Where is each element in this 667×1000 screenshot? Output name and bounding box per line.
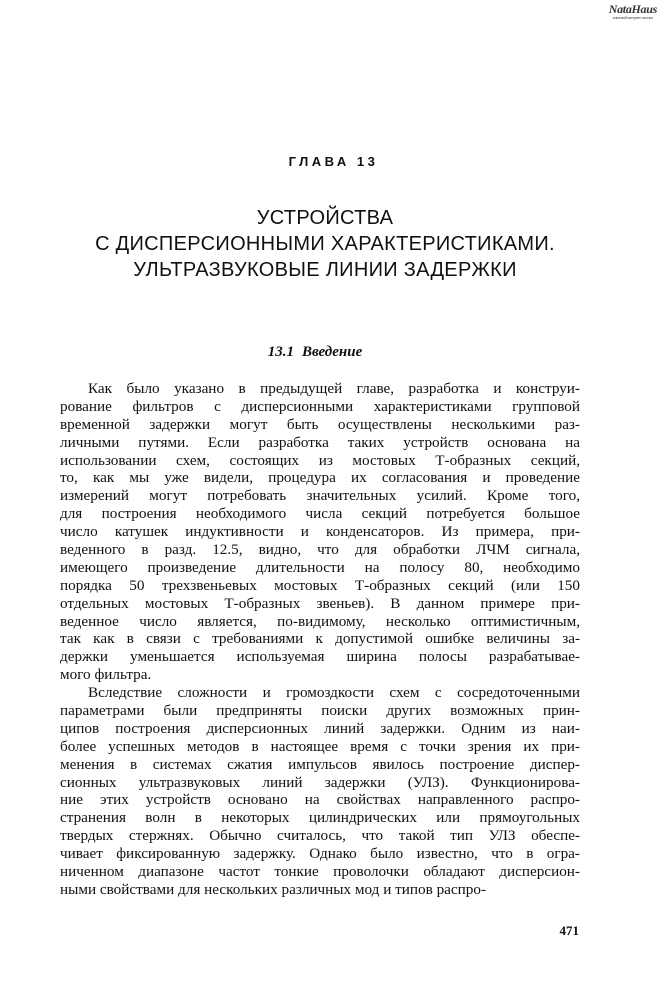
paragraph bbox=[60, 684, 580, 899]
text-line: странения волн в некоторых цилиндрических или прямоугольных bbox=[60, 809, 580, 827]
text-line: веденное число является, по-видимому, несколько оптимистичным, bbox=[60, 612, 580, 630]
text-line: веденного в разд. 12.5, видно, что для обработки ЛЧМ сигнала, bbox=[60, 541, 580, 559]
text-line: чивает фиксированную задержку. Однако было известно, что в огра- bbox=[60, 845, 580, 863]
section-number: 13.1 bbox=[267, 344, 294, 360]
text-line: ными свойствами для нескольких различных мод и типов распро- bbox=[60, 880, 487, 898]
text-line: временной задержки могут быть осуществлены несколькими раз- bbox=[60, 415, 580, 433]
publisher-watermark bbox=[609, 2, 657, 20]
text-line: Вследствие сложности и громоздкости схем с сосредоточенными bbox=[88, 684, 580, 702]
watermark-logo: NataHaus bbox=[608, 2, 657, 16]
chapter-title-line: УЛЬТРАЗВУКОВЫЕ ЛИНИИ ЗАДЕРЖКИ bbox=[133, 259, 517, 281]
text-line: ние этих устройств основано на свойствах направленного распро- bbox=[60, 791, 580, 809]
text-line: имеющего произведение длительности на полосу 80, необходимо bbox=[60, 558, 580, 576]
section-heading bbox=[0, 344, 630, 361]
section-title: Введение bbox=[302, 344, 363, 360]
watermark-subtitle: книжный интернет-магазин bbox=[612, 15, 653, 20]
paragraph bbox=[60, 380, 580, 684]
chapter-title-line: С ДИСПЕРСИОННЫМИ ХАРАКТЕРИСТИКАМИ. bbox=[95, 233, 555, 255]
text-line: параметрами были предприняты поиски других возможных прин- bbox=[60, 702, 580, 720]
text-line: ципов построения дисперсионных линий задержки. Одним из наи- bbox=[60, 719, 580, 737]
text-line: менения в системах сжатия импульсов явилось построение диспер- bbox=[60, 755, 580, 773]
text-line: число катушек индуктивности и конденсаторов. Из примера, при- bbox=[60, 523, 580, 541]
text-line: для построения необходимого числа секций потребуется большое bbox=[60, 505, 580, 523]
text-line: сионных ультразвуковых линий задержки (УЛЗ). Функционирова- bbox=[60, 773, 580, 791]
chapter-title-line: УСТРОЙСТВА bbox=[256, 207, 394, 229]
text-line: порядка 50 трехзвеньевых мостовых Т-образных секций (или 150 bbox=[60, 576, 580, 594]
text-line: рование фильтров с дисперсионными характеристиками групповой bbox=[60, 397, 580, 415]
text-line: держки уменьшается используемая ширина полосы разрабатывае- bbox=[60, 648, 580, 666]
text-line: твердых стержнях. Обычно считалось, что такой тип УЛЗ обеспе- bbox=[60, 827, 580, 845]
chapter-heading: ГЛАВА 13 bbox=[288, 154, 379, 169]
text-line: личными путями. Если разработка таких устройств основана на bbox=[60, 433, 580, 451]
text-line: мого фильтра. bbox=[60, 666, 152, 684]
text-line: так как в связи с требованиями к допустимой ошибке величины за- bbox=[60, 630, 580, 648]
text-line: отдельных мостовых Т-образных звеньев). В данном примере при- bbox=[60, 594, 580, 612]
chapter-title bbox=[0, 205, 650, 283]
text-line: измерений могут потребовать значительных усилий. Кроме того, bbox=[60, 487, 580, 505]
text-line: более успешных методов в настоящее время с точки зрения их при- bbox=[60, 737, 580, 755]
text-line: использовании схем, состоящих из мостовых Т-образных секций, bbox=[60, 451, 580, 469]
text-line: то, как мы уже видели, процедура их согласования и проведение bbox=[60, 469, 580, 487]
text-line: Как было указано в предыдущей главе, разработка и конструи- bbox=[88, 380, 580, 397]
page-number: 471 bbox=[559, 923, 579, 938]
text-line: ниченном диапазоне частот тонкие проволочки обладают дисперсион- bbox=[60, 863, 580, 881]
body-text bbox=[60, 380, 580, 899]
